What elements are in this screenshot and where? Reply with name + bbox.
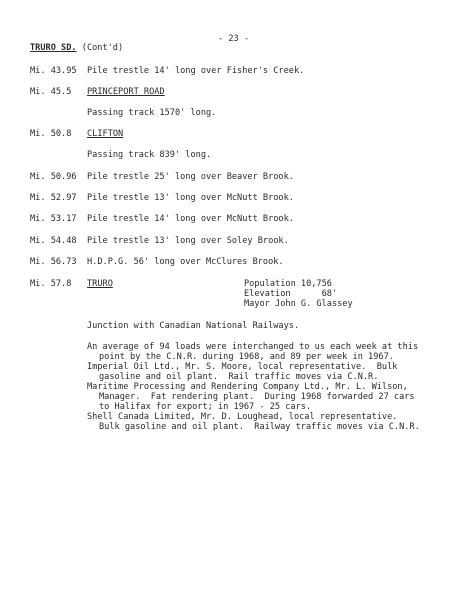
paragraph-line: Bulk gasoline and oil plant. Railway traffic moves via C.N.R. [99,422,420,432]
mile-marker: Mi. 57.8 [30,279,72,289]
paragraph-line: gasoline and oil plant. Rail traffic moves via C.N.R. [99,372,379,382]
elevation: Elevation 68' [244,289,338,299]
paragraph-line: point by the C.N.R. during 1968, and 89 per week in 1967. [99,352,394,362]
mile-marker: Mi. 45.5 [30,87,72,97]
passing-track: Passing track 1570' long. [87,108,217,118]
section-title: TRURO SD. [30,43,77,53]
page-number: - 23 - [218,34,250,44]
paragraph-line: Shell Canada Limited, Mr. D. Loughead, local representative. [87,412,398,422]
mile-marker: Mi. 53.17 [30,214,77,224]
population: Population 10,756 [244,279,332,289]
entry-description: Pile trestle 13' long over McNutt Brook. [87,193,294,203]
mile-marker: Mi. 54.48 [30,236,77,246]
paragraph-line: An average of 94 loads were interchanged to us each week at this [87,342,419,352]
paragraph-line: Maritime Processing and Rendering Company Ltd., Mr. L. Wilson, [87,382,408,392]
section-cont: (Cont'd) [81,43,124,53]
station-name: PRINCEPORT ROAD [87,87,165,97]
mile-marker: Mi. 52.97 [30,193,77,203]
mile-marker: Mi. 50.8 [30,129,72,139]
station-name: CLIFTON [87,129,124,139]
station-name: TRURO [87,279,113,289]
entry-description: Pile trestle 25' long over Beaver Brook. [87,172,294,182]
mayor: Mayor John G. Glassey [244,299,353,309]
paragraph-line: to Halifax for export; in 1967 - 25 cars. [99,402,312,412]
mile-marker: Mi. 50.96 [30,172,77,182]
mile-marker: Mi. 56.73 [30,257,77,267]
paragraph-line: Imperial Oil Ltd., Mr. S. Moore, local representative. Bulk [87,362,398,372]
passing-track: Passing track 839' long. [87,150,212,160]
mile-marker: Mi. 43.95 [30,66,77,76]
entry-description: Pile trestle 14' long over McNutt Brook. [87,214,294,224]
section-header [30,43,123,53]
junction-note: Junction with Canadian National Railways. [87,321,300,331]
paragraph-line: Manager. Fat rendering plant. During 1968 forwarded 27 cars [99,392,415,402]
entry-description: Pile trestle 13' long over Soley Brook. [87,236,289,246]
entry-description: Pile trestle 14' long over Fisher's Creek. [87,66,305,76]
entry-description: H.D.P.G. 56' long over McClures Brook. [87,257,284,267]
